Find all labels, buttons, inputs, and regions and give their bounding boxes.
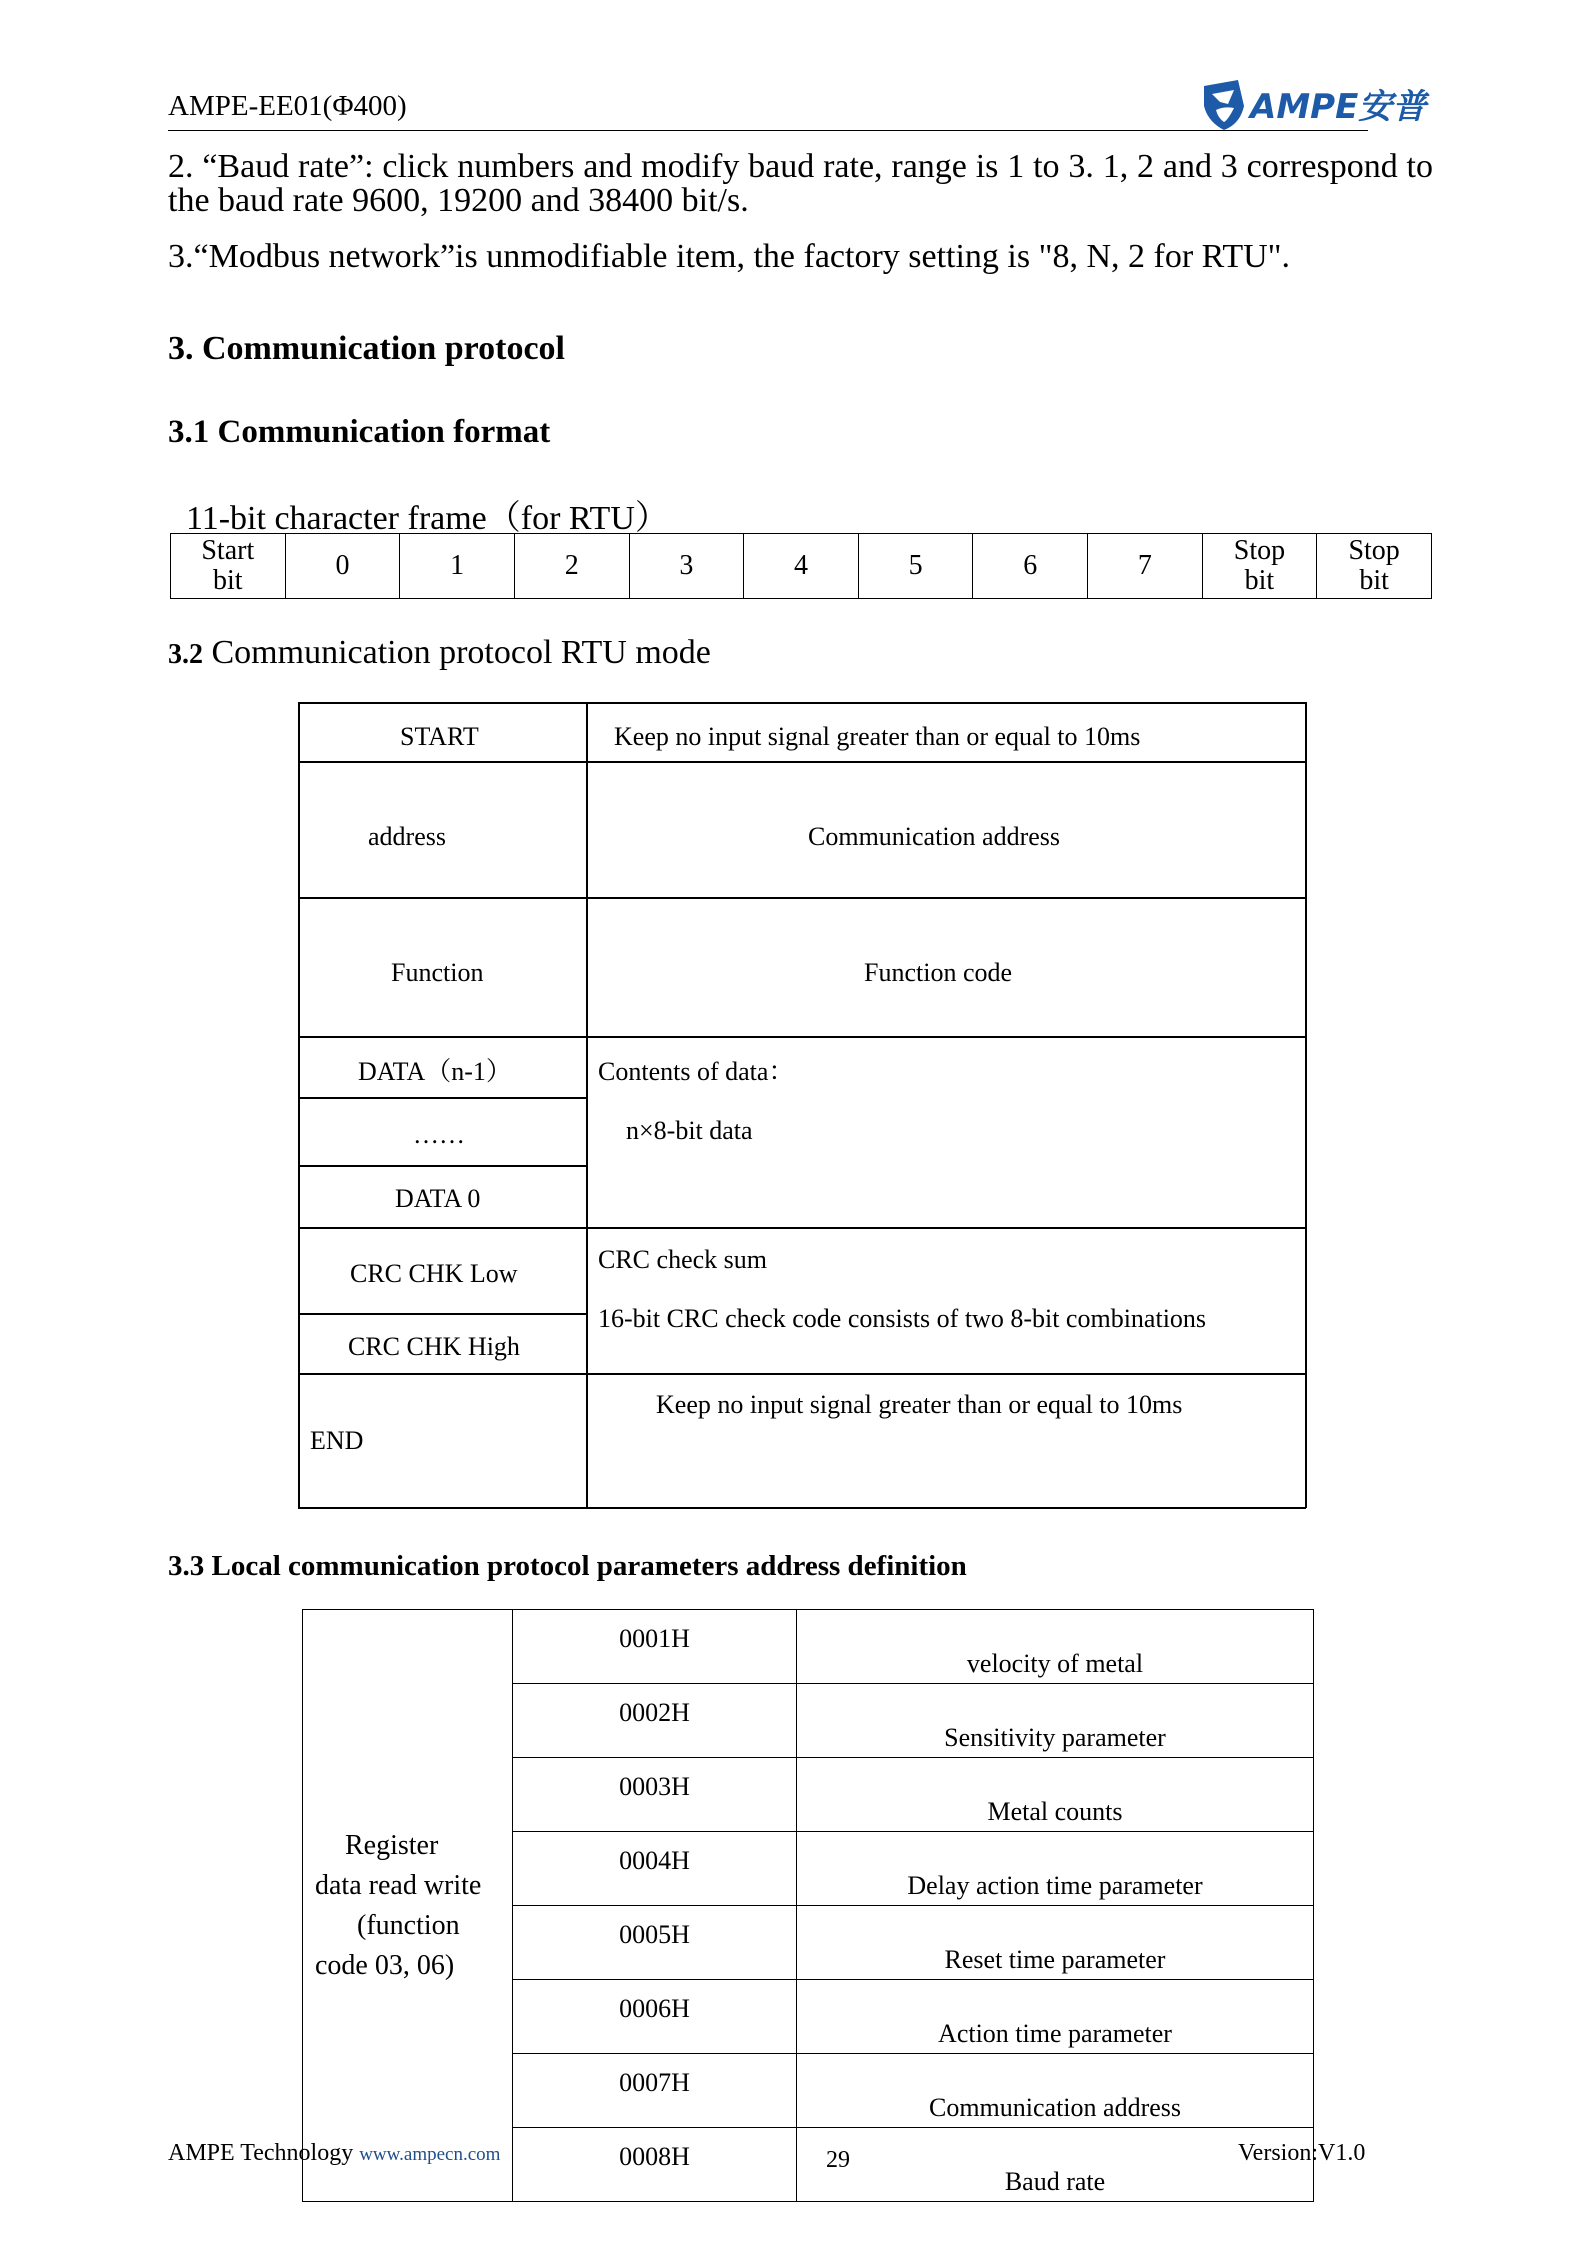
register-address: 0006H — [513, 1980, 797, 2054]
footer-company — [168, 2140, 500, 2167]
rtu-mode-table — [298, 702, 1306, 1508]
table-border — [298, 1507, 1306, 1509]
register-address: 0007H — [513, 2054, 797, 2128]
data-n1-label: DATA（n-1） — [358, 1057, 512, 1086]
crc-high-label: CRC CHK High — [348, 1332, 520, 1361]
crc-low-label: CRC CHK Low — [350, 1259, 518, 1288]
table-row — [303, 1610, 1314, 1684]
svg-text:AMPE安普: AMPE安普 — [1250, 87, 1427, 127]
register-address: 0004H — [513, 1832, 797, 1906]
register-description: Baud rate — [797, 2128, 1314, 2202]
frame-cell: 2 — [514, 534, 629, 599]
register-address-table — [302, 1609, 1314, 2202]
subsection-heading-rtu — [168, 634, 711, 672]
version-label: Version:V1.0 — [1238, 2140, 1366, 2166]
frame-cell: Stop bit — [1202, 534, 1317, 599]
subsection-heading-address: 3.3 Local communication protocol parameters address definition — [168, 1550, 967, 1582]
frame-cell: Stop bit — [1317, 534, 1432, 599]
frame-cell: 5 — [858, 534, 973, 599]
register-description: Delay action time parameter — [797, 1832, 1314, 1906]
register-description: Reset time parameter — [797, 1906, 1314, 1980]
register-description: Metal counts — [797, 1758, 1314, 1832]
register-group-label — [303, 1610, 513, 2202]
header-divider — [168, 130, 1368, 131]
group-label-line: Register — [345, 1829, 439, 1861]
frame-cell: Start bit — [171, 534, 286, 599]
table-border — [298, 702, 300, 1508]
address-description: Communication address — [808, 822, 1061, 851]
row-divider — [298, 761, 1306, 763]
register-address: 0003H — [513, 1758, 797, 1832]
modbus-network-paragraph: 3.“Modbus network”is unmodifiable item, the factory setting is "8, N, 2 for RTU". — [168, 238, 1291, 275]
row-divider — [298, 1036, 1306, 1038]
frame-cell: 0 — [285, 534, 400, 599]
row-divider — [298, 1165, 587, 1167]
register-address: 0005H — [513, 1906, 797, 1980]
table-row — [171, 534, 1432, 599]
end-label: END — [310, 1426, 364, 1455]
character-frame-table — [170, 533, 1432, 599]
frame-cell: 4 — [744, 534, 859, 599]
function-label: Function — [391, 958, 484, 987]
ampe-logo — [1200, 76, 1430, 134]
group-label-line: data read write — [315, 1869, 482, 1901]
data-ellipsis: …… — [413, 1120, 465, 1149]
frame-cell: 1 — [400, 534, 515, 599]
subsection-title: Communication protocol RTU mode — [211, 634, 711, 671]
register-description: Communication address — [797, 2054, 1314, 2128]
register-description: velocity of metal — [797, 1610, 1314, 1684]
register-address: 0008H — [513, 2128, 797, 2202]
table-border — [1305, 702, 1307, 1508]
data-description-title: Contents of data： — [598, 1057, 795, 1086]
group-label-line: code 03, 06) — [315, 1949, 455, 1981]
ampe-logo-icon — [1200, 76, 1430, 134]
data-description-detail: n×8-bit data — [626, 1116, 753, 1145]
frame-cell: 3 — [629, 534, 744, 599]
function-description: Function code — [864, 958, 1013, 987]
page-number: 29 — [826, 2147, 850, 2173]
subsection-heading-format: 3.1 Communication format — [168, 414, 551, 450]
section-heading: 3. Communication protocol — [168, 330, 565, 367]
table-border — [298, 702, 1306, 704]
crc-description-title: CRC check sum — [598, 1245, 767, 1274]
register-address: 0001H — [513, 1610, 797, 1684]
company-name: AMPE Technology — [168, 2140, 354, 2166]
column-divider — [586, 702, 588, 1508]
row-divider — [298, 1227, 1306, 1229]
address-label: address — [368, 822, 446, 851]
company-url-link[interactable]: www.ampecn.com — [359, 2144, 501, 2165]
register-description: Sensitivity parameter — [797, 1684, 1314, 1758]
subsection-number: 3.2 — [168, 639, 203, 670]
frame-cell: 6 — [973, 534, 1088, 599]
register-address: 0002H — [513, 1684, 797, 1758]
start-description: Keep no input signal greater than or equal to 10ms — [614, 722, 1141, 751]
start-label: START — [400, 722, 479, 751]
register-description: Action time parameter — [797, 1980, 1314, 2054]
row-divider — [298, 1313, 587, 1315]
crc-description-detail: 16-bit CRC check code consists of two 8-bit combinations — [598, 1304, 1207, 1333]
end-description: Keep no input signal greater than or equal to 10ms — [656, 1390, 1183, 1419]
document-title: AMPE-EE01(Φ400) — [168, 90, 407, 122]
row-divider — [298, 897, 1306, 899]
row-divider — [298, 1373, 1306, 1375]
frame-cell: 7 — [1088, 534, 1203, 599]
row-divider — [298, 1097, 587, 1099]
frame-caption: 11-bit character frame（for RTU） — [186, 500, 669, 537]
group-label-line: (function — [357, 1909, 460, 1941]
baud-rate-paragraph: 2. “Baud rate”: click numbers and modify baud rate, range is 1 to 3. 1, 2 and 3 correspond to the baud rate 9600, 19200 and 38400 bit/s. — [168, 148, 1433, 219]
data-0-label: DATA 0 — [395, 1184, 481, 1213]
